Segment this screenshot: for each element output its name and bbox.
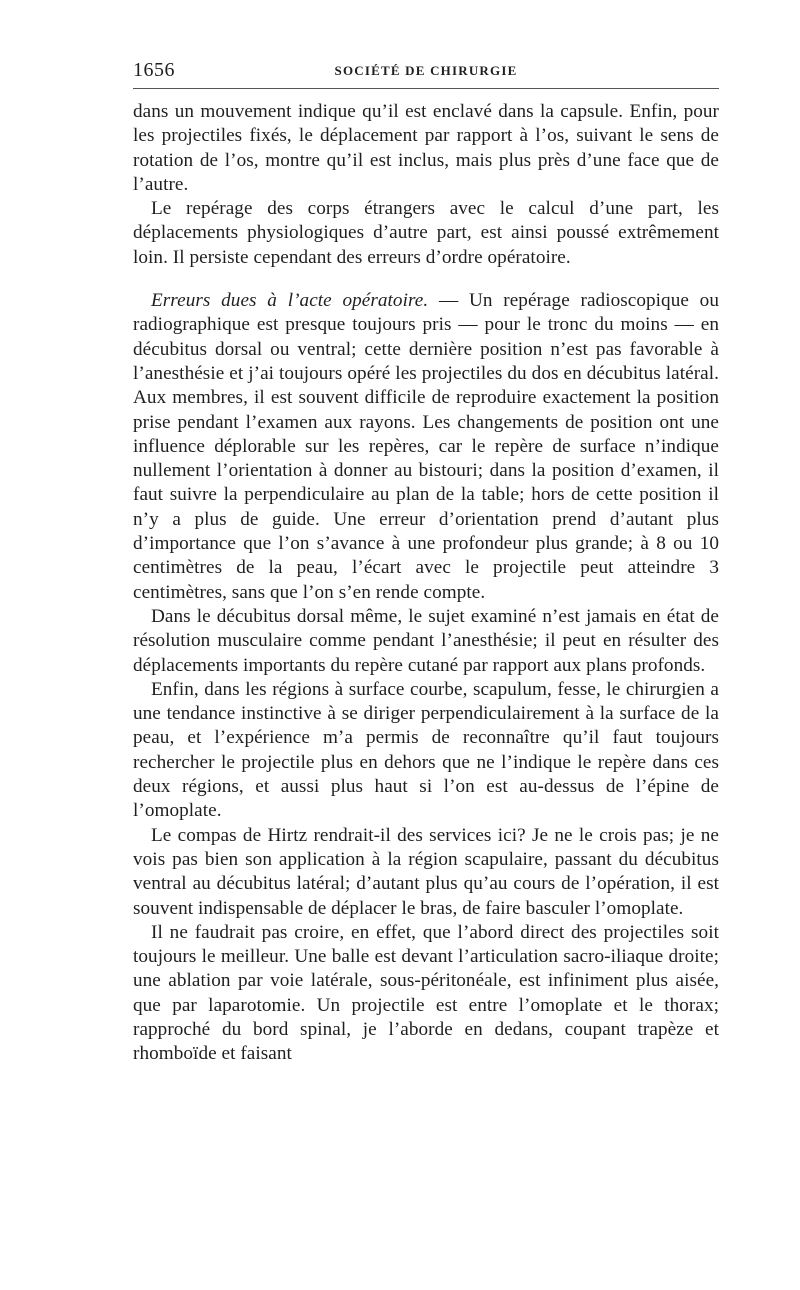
section-paragraph-3: Enfin, dans les régions à surface courbe, scapulum, fesse, le chirurgien a une tendance instinctive à se diriger perpendiculairement à la surface de la peau, et l’expérience m’a permis de reconnaître qu’il faut toujours rechercher le projectile plus en dehors que ne l’indique le repère dans ces deux régions, et aussi plus haut si l’on est au-dessus de l’épine de l’omoplate. (133, 678, 719, 822)
running-title: SOCIÉTÉ DE CHIRURGIE (334, 63, 518, 78)
page-body (133, 100, 719, 1067)
page-number: 1656 (133, 59, 175, 81)
section-paragraph-5: Il ne faudrait pas croire, en effet, que l’abord direct des projectiles soit toujours le meilleur. Une balle est devant l’articulation sacro-iliaque droite; une ablation par voie latérale, sous-péritonéale, est infiniment plus aisée, que par laparotomie. Un projectile est entre l’omoplate et le thorax; rapproché du bord spinal, je l’aborde en dedans, coupant trapèze et rhomboïde et faisant (133, 921, 719, 1065)
section-heading: Erreurs dues à l’acte opératoire. (151, 290, 429, 312)
paragraph-2: Le repérage des corps étrangers avec le calcul d’une part, les déplacements physiologiques d’autre part, est ainsi poussé extrêmement loin. Il persiste cependant des erreurs d’ordre opératoire. (133, 198, 719, 268)
section-intro-text: — Un repérage radioscopique ou radiographique est presque toujours pris — pour le tronc du moins — en décubitus dorsal ou ventral; cette dernière position n’est pas favorable à l’anesthésie et j’ai toujours opéré les projectiles du dos en décubitus latéral. Aux membres, il est souvent difficile de reproduire exactement la position prise pendant l’examen aux rayons. Les changements de position ont une influence déplorable sur les repères, car le repère de surface n’indique nullement l’orientation à donner au bistouri; dans la position d’examen, il faut suivre la perpendiculaire au plan de la table; hors de cette position il n’y a plus de guide. Une erreur d’orientation prend d’autant plus d’importance que l’on s’avance à une profondeur plus grande; à 8 ou 10 centimètres de la peau, l’écart avec le projectile peut atteindre 3 centimètres, sans que l’on s’en rende compte. (133, 290, 719, 603)
paragraph-1: dans un mouvement indique qu’il est enclavé dans la capsule. Enfin, pour les projectiles fixés, le déplacement par rapport à l’os, suivant le sens de rotation de l’os, montre qu’il est inclus, mais plus près d’une face que de l’autre. (133, 101, 719, 195)
page-header (133, 52, 719, 89)
book-page (133, 52, 719, 1067)
section-paragraph-intro (133, 289, 719, 605)
section-paragraph-4: Le compas de Hirtz rendrait-il des services ici? Je ne le crois pas; je ne vois pas bien son application à la région scapulaire, passant du décubitus ventral au décubitus latéral; d’autant plus qu’au cours de l’opération, il est souvent indispensable de déplacer le bras, de faire basculer l’omoplate. (133, 824, 719, 919)
section-paragraph-2: Dans le décubitus dorsal même, le sujet examiné n’est jamais en état de résolution musculaire comme pendant l’anesthésie; il peut en résulter des déplacements importants du repère cutané par rapport aux plans profonds. (133, 605, 719, 676)
